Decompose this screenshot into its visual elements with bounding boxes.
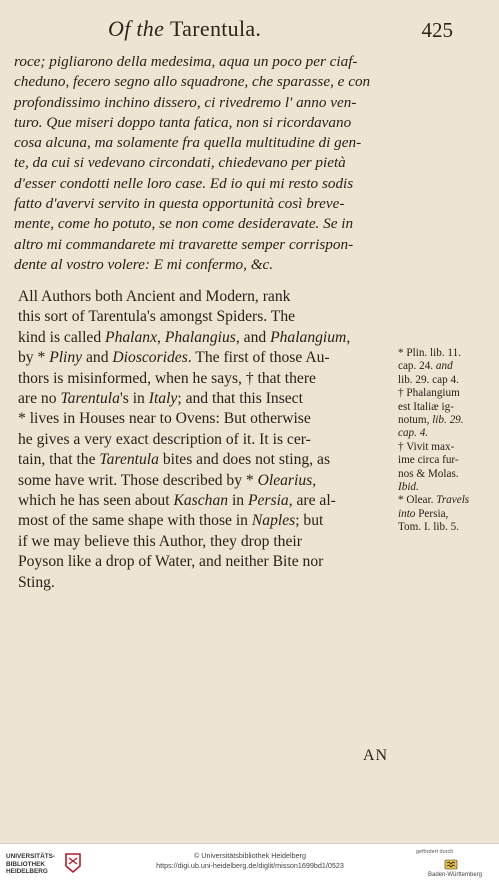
text-run-italic: Tarentula	[99, 451, 159, 469]
text-line: this sort of Tarentula's amongst Spiders. The	[18, 308, 296, 326]
margin-note: nos & Molas.	[398, 467, 459, 480]
text-run-italic: Tarentula	[60, 390, 120, 408]
running-title	[108, 16, 261, 42]
text-line: * lives in Houses near to Ovens: But otherwise	[18, 410, 311, 428]
margin-note	[398, 414, 494, 427]
text-line: Poyson like a drop of Water, and neither Bite nor	[18, 553, 324, 571]
text-line	[18, 450, 402, 470]
text-run-italic: Italy	[148, 390, 178, 408]
margin-note: † Vivit max-	[398, 440, 455, 453]
text-line: roce; pigliarono della medesima, aqua un poco per ciaf-	[14, 53, 358, 70]
text-line	[18, 328, 402, 348]
note-run-italic: and	[435, 360, 453, 373]
margin-note	[398, 494, 494, 507]
text-run: , are al-	[288, 492, 336, 510]
text-run: which he has seen about	[18, 492, 174, 510]
page-number: 425	[421, 18, 453, 42]
text-run: ,	[346, 328, 351, 346]
margin-notes	[398, 347, 494, 535]
library-name-line: UNIVERSITÄTS-	[6, 853, 55, 860]
text-line: cheduno, fecero segno allo squadrone, che sparasse, e con	[14, 73, 371, 91]
text-run: ,	[157, 328, 165, 346]
text-run: ; and that this Insect	[177, 390, 303, 408]
text-line	[18, 491, 402, 511]
text-line: Sting.	[18, 573, 55, 591]
text-line: All Authors both Ancient and Modern, rank	[18, 288, 291, 305]
margin-note: est Italiæ ig-	[398, 400, 454, 413]
text-run-italic: Kaschan	[173, 492, 229, 510]
text-line: cosa alcuna, ma solamente fra quella multitudine di gen-	[14, 134, 362, 152]
note-run: cap. 24.	[398, 360, 436, 373]
library-emblem-icon	[64, 852, 82, 874]
text-run: tain, that the	[18, 451, 100, 469]
state-crest-icon	[444, 858, 458, 870]
text-run: are no	[18, 390, 61, 408]
text-line: dente al vostro volere: E mi confermo, &c.	[14, 255, 274, 273]
sponsor-name: Baden-Württemberg	[428, 872, 483, 878]
text-run: . The first of those Au-	[187, 349, 330, 367]
text-line: d'esser condotti nelle loro case. Ed io qui mi resto sodis	[14, 174, 354, 192]
text-line	[18, 471, 402, 491]
text-run-italic: Phalanx	[105, 328, 158, 346]
note-run-italic: into	[398, 507, 416, 520]
margin-note: lib. 29. cap 4.	[398, 373, 459, 386]
text-line: thors is misinformed, when he says, † that there	[18, 369, 316, 387]
copyright-text: © Universitätsbibliothek Heidelberg	[194, 851, 306, 860]
note-run-italic: Ibid.	[398, 481, 419, 494]
text-run-italic: Phalangium	[270, 328, 347, 346]
margin-note: ime circa fur-	[398, 454, 459, 467]
text-run: some have writ. Those described by *	[18, 471, 258, 489]
text-line: mente, come ho potuto, se non come desideravate. Se in	[14, 215, 354, 233]
text-line: te, da cui si vedevano circondati, chiedevano per pietà	[14, 154, 346, 172]
running-title-caps: Tarentula.	[169, 16, 262, 41]
text-run-italic: Phalangius	[164, 328, 236, 346]
text-run: kind is called	[18, 328, 106, 346]
margin-note	[398, 508, 494, 521]
note-run-italic: Travels	[436, 494, 470, 507]
margin-note: Tom. I. lib. 5.	[398, 521, 460, 534]
text-run: by *	[18, 349, 50, 367]
catchword: AN	[363, 747, 389, 764]
text-run: ; but	[295, 512, 324, 530]
note-run-italic: lib. 29.	[432, 414, 464, 427]
text-line: turo. Que miseri doppo tanta fatica, non si ricordavano	[14, 113, 352, 131]
text-run-italic: Pliny	[49, 349, 83, 367]
library-name-line: HEIDELBERG	[6, 868, 48, 876]
text-run: most of the same shape with those in	[18, 512, 252, 530]
main-english-text	[18, 287, 402, 593]
italian-letter-text	[14, 52, 484, 275]
margin-note: * Plin. lib. 11.	[398, 347, 461, 359]
text-run-italic: Naples	[251, 512, 296, 530]
footer-citation	[120, 851, 380, 871]
text-run-italic: Olearius	[257, 471, 313, 489]
text-line: fatto d'avervi servito in questa opportunità così breve-	[14, 195, 345, 213]
note-run-italic: cap. 4.	[398, 427, 429, 440]
text-line	[18, 389, 402, 409]
text-line: if we may believe this Author, they drop their	[18, 532, 302, 550]
funded-by-label: gefördert durch	[416, 849, 454, 855]
text-run: and	[82, 349, 113, 367]
text-run: , and	[235, 328, 271, 346]
text-line	[18, 348, 402, 368]
permalink[interactable]: https://digi.ub.uni-heidelberg.de/diglit/misson1699bd1/0523	[156, 861, 344, 870]
running-title-italic: Of the	[108, 16, 170, 41]
text-run: in	[228, 492, 248, 510]
text-run: ,	[312, 471, 317, 489]
margin-note	[398, 481, 494, 494]
text-run-italic: Persia	[247, 492, 289, 510]
text-line: profondissimo inchino dissero, ci rivedremo l' anno ven-	[14, 93, 357, 111]
margin-note: † Phalangium	[398, 387, 460, 400]
margin-note	[398, 360, 494, 373]
text-line: altro mi commandarete mi travarette semper corrispon-	[14, 235, 354, 253]
library-name-line: BIBLIOTHEK	[6, 860, 46, 868]
text-run: 's in	[119, 390, 149, 408]
viewer-footer	[0, 843, 499, 883]
text-line: he gives a very exact description of it. It is cer-	[18, 430, 311, 448]
note-run: notum,	[398, 414, 433, 427]
text-line	[18, 511, 402, 531]
text-run-italic: Dioscorides	[112, 349, 188, 367]
note-run: Persia,	[415, 507, 449, 520]
margin-note	[398, 427, 494, 440]
text-run: bites and does not sting, as	[158, 451, 331, 469]
note-run: * Olear.	[398, 494, 437, 507]
